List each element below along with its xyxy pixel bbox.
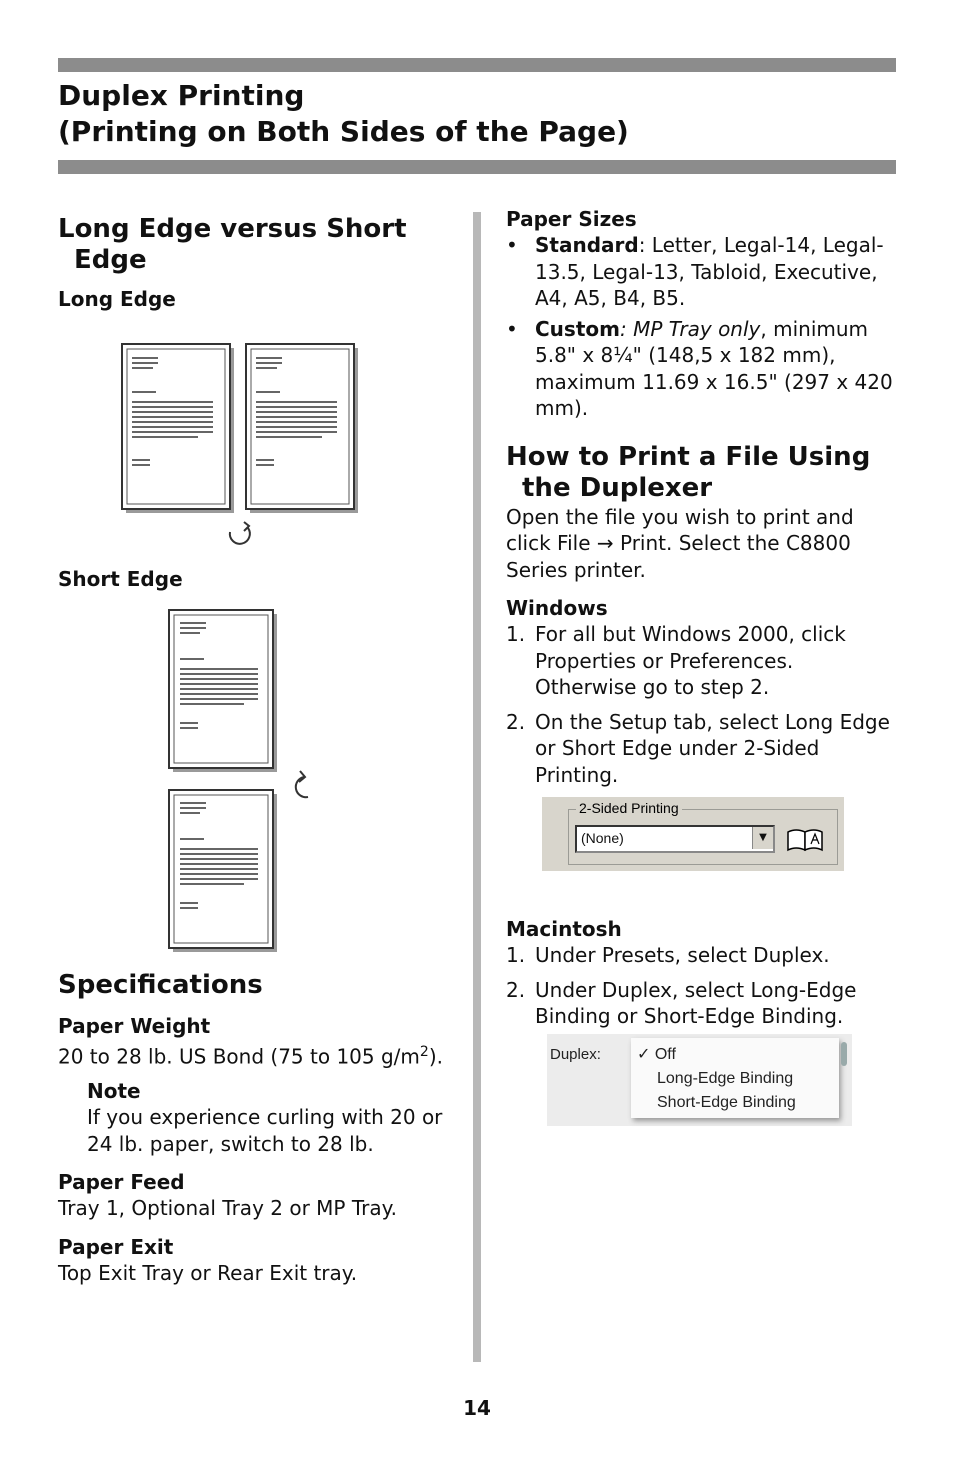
page-icon <box>169 790 277 952</box>
paper-exit-text: Top Exit Tray or Rear Exit tray. <box>58 1260 358 1285</box>
short-edge-illustration <box>164 605 334 965</box>
rotate-arrow-icon <box>230 522 250 544</box>
title-bottom-rule <box>58 160 896 174</box>
list-item: • Custom: MP Tray only, minimum 5.8" x 8¼" (148,5 x 182 mm), maximum 11.69 x 16.5" (297 x 420 mm). <box>506 316 893 420</box>
long-edge-label: Long Edge <box>58 287 176 311</box>
list-item: 2. On the Setup tab, select Long Edge or Short Edge under 2-Sided Printing. <box>506 709 890 787</box>
list-item: 1. For all but Windows 2000, click Properties or Preferences. Otherwise go to step 2. <box>506 622 846 699</box>
page-icon <box>169 610 277 772</box>
popup-edge <box>841 1042 847 1066</box>
duplex-label: Duplex: <box>550 1046 601 1063</box>
windows-2sided-dialog <box>542 797 844 871</box>
macintosh-label: Macintosh <box>506 917 622 941</box>
paper-exit-label: Paper Exit <box>58 1234 174 1259</box>
menu-item-short-edge[interactable]: Short-Edge Binding <box>657 1094 796 1111</box>
paper-sizes-label: Paper Sizes <box>506 207 637 231</box>
mac-duplex-menu <box>547 1034 852 1126</box>
book-icon <box>786 827 826 853</box>
long-edge-illustration <box>118 340 363 550</box>
column-divider <box>473 212 481 1362</box>
short-edge-label: Short Edge <box>58 567 183 591</box>
paper-weight-text: 20 to 28 lb. US Bond (75 to 105 $g/m^2$). <box>58 1044 443 1069</box>
list-item: • Standard: Letter, Legal-14, Legal-13.5, Legal-13, Tabloid, Executive, A4, A5, B4, B5. <box>506 233 884 310</box>
page-title: Duplex Printing (Printing on Both Sides of the Page) <box>58 79 629 148</box>
windows-label: Windows <box>506 596 608 620</box>
specifications-heading: Specifications <box>58 970 263 1000</box>
paper-weight-label: Paper Weight <box>58 1014 211 1038</box>
note-label: Note <box>87 1079 141 1104</box>
rotate-arrow-icon <box>296 771 308 797</box>
note-text: If you experience curling with 20 or 24 lb. paper, switch to 28 lb. <box>87 1105 443 1156</box>
page-icon <box>122 344 234 513</box>
duplex-select-value: (None) <box>581 830 624 846</box>
right-column <box>506 206 898 1030</box>
duplex-popup <box>631 1038 839 1118</box>
section-heading-long-short: Long Edge versus Short Edge <box>58 214 407 275</box>
paper-feed-label: Paper Feed <box>58 1170 185 1195</box>
menu-item-off[interactable]: ✓ Off <box>637 1046 676 1063</box>
chevron-down-icon[interactable]: ▼ <box>752 827 773 849</box>
duplex-select[interactable] <box>575 825 775 853</box>
top-rule <box>58 58 896 72</box>
page-icon <box>246 344 358 513</box>
menu-item-long-edge[interactable]: Long-Edge Binding <box>657 1070 794 1087</box>
paper-feed-text: Tray 1, Optional Tray 2 or MP Tray. <box>58 1196 397 1221</box>
howto-heading: How to Print a File Using the Duplexer <box>506 441 871 503</box>
page-number: 14 <box>463 1396 491 1420</box>
list-item: 1. Under Presets, select Duplex. <box>506 943 830 967</box>
windows-steps <box>506 621 898 788</box>
note-block <box>87 1078 458 1157</box>
howto-text: Open the file you wish to print and click File → Print. Select the C8800 Series printer. <box>506 504 854 582</box>
group-label: 2-Sided Printing <box>576 799 682 817</box>
checkmark-icon: ✓ <box>637 1046 651 1063</box>
mac-steps <box>506 942 898 1030</box>
list-item: 2. Under Duplex, select Long-Edge Binding or Short-Edge Binding. <box>506 977 857 1028</box>
paper-sizes-list <box>506 232 898 422</box>
